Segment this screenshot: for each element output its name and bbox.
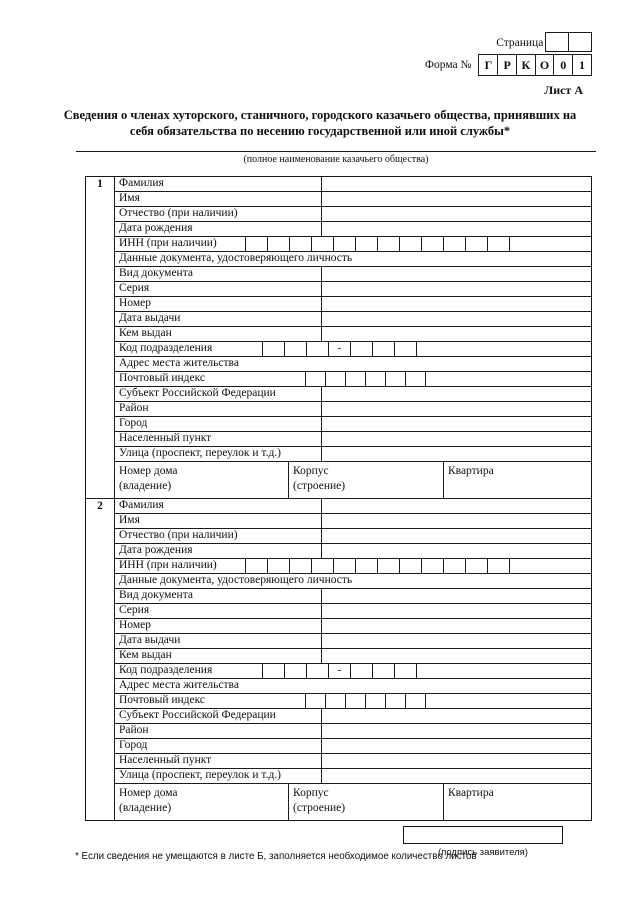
- section-header: Адрес места жительства: [119, 357, 239, 369]
- inn-char-box[interactable]: [400, 237, 422, 251]
- postal-box[interactable]: [386, 372, 406, 386]
- inn-char-box[interactable]: [422, 559, 444, 573]
- table-row: [115, 514, 591, 529]
- table-row: [115, 432, 591, 447]
- table-row: [115, 267, 591, 282]
- table-row: [115, 387, 591, 402]
- issue-date-field[interactable]: [322, 634, 591, 648]
- table-row: [115, 402, 591, 417]
- unit-code-box[interactable]: [373, 342, 395, 356]
- member-number: 2: [86, 499, 115, 820]
- table-row: [115, 679, 591, 694]
- table-row: [115, 207, 591, 222]
- table-row: [115, 754, 591, 769]
- field-label: Фамилия: [115, 499, 322, 513]
- field-label: Почтовый индекс: [115, 694, 306, 708]
- table-row: [115, 604, 591, 619]
- table-row: [115, 544, 591, 559]
- form-number-label: Форма №: [424, 59, 472, 71]
- postal-box[interactable]: [406, 372, 426, 386]
- field-label: Населенный пункт: [115, 432, 322, 446]
- table-row: [115, 462, 591, 498]
- field-label: Отчество (при наличии): [115, 529, 322, 543]
- name-field[interactable]: [322, 192, 591, 206]
- field-label: Дата рождения: [115, 544, 322, 558]
- inn-char-box[interactable]: [290, 237, 312, 251]
- field-label: Субъект Российской Федерации: [115, 709, 322, 723]
- inn-char-box[interactable]: [312, 559, 334, 573]
- field-label: Кем выдан: [115, 649, 322, 663]
- postal-box[interactable]: [346, 694, 366, 708]
- field-label: Код подразделения: [115, 664, 263, 678]
- filler-cell: [417, 664, 591, 678]
- filler-cell: [426, 694, 591, 708]
- table-row: [115, 417, 591, 432]
- issued-by-field[interactable]: [322, 649, 591, 663]
- inn-char-box[interactable]: [488, 559, 510, 573]
- page-label: Страница: [496, 37, 544, 49]
- table-row: [115, 739, 591, 754]
- table-row: [115, 694, 591, 709]
- table-row: [115, 312, 591, 327]
- inn-char-box[interactable]: [268, 237, 290, 251]
- table-row: [115, 372, 591, 387]
- table-row: [115, 649, 591, 664]
- section-header: Адрес места жительства: [119, 679, 239, 691]
- city-field[interactable]: [322, 739, 591, 753]
- field-label: Улица (проспект, переулок и т.д.): [115, 447, 322, 461]
- filler-cell: [426, 372, 591, 386]
- issued-by-field[interactable]: [322, 327, 591, 341]
- postal-box[interactable]: [386, 694, 406, 708]
- apartment-cell[interactable]: [444, 784, 591, 820]
- field-label: Серия: [115, 282, 322, 296]
- field-label: ИНН (при наличии): [115, 559, 246, 573]
- inn-char-box[interactable]: [378, 559, 400, 573]
- field-label: Корпус: [293, 787, 329, 799]
- house-number-cell[interactable]: [115, 462, 289, 498]
- field-label: Район: [115, 724, 322, 738]
- org-name-caption: (полное наименование казачьего общества): [243, 154, 429, 165]
- table-row: [115, 574, 591, 589]
- inn-char-box[interactable]: [422, 237, 444, 251]
- building-cell[interactable]: [289, 784, 444, 820]
- field-label: Дата выдачи: [115, 634, 322, 648]
- inn-char-box[interactable]: [334, 237, 356, 251]
- field-label: Населенный пункт: [115, 754, 322, 768]
- field-label: Город: [115, 417, 322, 431]
- field-label: Город: [115, 739, 322, 753]
- field-label: Номер: [115, 619, 322, 633]
- inn-char-box[interactable]: [334, 559, 356, 573]
- number-field[interactable]: [322, 297, 591, 311]
- apartment-cell[interactable]: [444, 462, 591, 498]
- field-sublabel: (строение): [293, 480, 346, 492]
- inn-char-box[interactable]: [466, 559, 488, 573]
- table-row: [115, 784, 591, 820]
- table-row: [115, 664, 591, 679]
- field-label: Имя: [115, 192, 322, 206]
- unit-code-box[interactable]: [373, 664, 395, 678]
- field-label: Номер: [115, 297, 322, 311]
- field-label: Вид документа: [115, 589, 322, 603]
- birth-date-field[interactable]: [322, 544, 591, 558]
- filler-cell: [417, 342, 591, 356]
- field-label: Дата рождения: [115, 222, 322, 236]
- section-header: Данные документа, удостоверяющего личность: [119, 574, 353, 586]
- form-title: Сведения о членах хуторского, станичного, городского казачьего общества, принявших на себя обязательства по несению государственной или иной службы*: [63, 108, 577, 138]
- settlement-field[interactable]: [322, 432, 591, 446]
- field-label: Серия: [115, 604, 322, 618]
- inn-char-box[interactable]: [466, 237, 488, 251]
- street-field[interactable]: [322, 447, 591, 461]
- members-table: [85, 176, 592, 821]
- unit-code-box[interactable]: [351, 664, 373, 678]
- district-field[interactable]: [322, 724, 591, 738]
- postal-box[interactable]: [346, 372, 366, 386]
- field-label: Улица (проспект, переулок и т.д.): [115, 769, 322, 783]
- table-row: [115, 222, 591, 237]
- issue-date-field[interactable]: [322, 312, 591, 326]
- table-row: [115, 297, 591, 312]
- table-row: [115, 709, 591, 724]
- field-label: Почтовый индекс: [115, 372, 306, 386]
- surname-field[interactable]: [322, 177, 591, 191]
- inn-char-box[interactable]: [268, 559, 290, 573]
- field-label: Квартира: [448, 787, 494, 799]
- field-label: Квартира: [448, 465, 494, 477]
- inn-char-box[interactable]: [290, 559, 312, 573]
- table-row: [115, 559, 591, 574]
- field-label: Кем выдан: [115, 327, 322, 341]
- form-code-box: 0: [553, 54, 573, 76]
- form-number-row: [425, 54, 592, 76]
- signature-box[interactable]: [403, 826, 563, 844]
- building-cell[interactable]: [289, 462, 444, 498]
- table-row: [115, 177, 591, 192]
- table-row: [115, 357, 591, 372]
- field-label: Номер дома: [119, 787, 178, 799]
- form-code-box: 1: [572, 54, 592, 76]
- form-code-box: Р: [497, 54, 517, 76]
- page-number-box[interactable]: [568, 32, 592, 52]
- field-label: Номер дома: [119, 465, 178, 477]
- inn-char-box[interactable]: [312, 237, 334, 251]
- field-label: Код подразделения: [115, 342, 263, 356]
- doc-type-field[interactable]: [322, 589, 591, 603]
- table-row: [115, 499, 591, 514]
- field-sublabel: (владение): [119, 802, 172, 814]
- postal-box[interactable]: [326, 694, 346, 708]
- table-row: [115, 529, 591, 544]
- table-row: [115, 342, 591, 357]
- page-number-row: [496, 32, 592, 52]
- name-field[interactable]: [322, 514, 591, 528]
- number-field[interactable]: [322, 619, 591, 633]
- table-row: [115, 192, 591, 207]
- unit-code-box[interactable]: [285, 342, 307, 356]
- patronymic-field[interactable]: [322, 529, 591, 543]
- field-label: Корпус: [293, 465, 329, 477]
- sheet-label: Лист А: [544, 83, 583, 97]
- inn-char-box[interactable]: [246, 559, 268, 573]
- city-field[interactable]: [322, 417, 591, 431]
- unit-code-box[interactable]: [395, 342, 417, 356]
- table-row: [115, 252, 591, 267]
- field-label: Район: [115, 402, 322, 416]
- inn-char-box[interactable]: [356, 559, 378, 573]
- inn-char-box[interactable]: [488, 237, 510, 251]
- postal-box[interactable]: [366, 694, 386, 708]
- field-sublabel: (владение): [119, 480, 172, 492]
- postal-box[interactable]: [306, 694, 326, 708]
- filler-cell: [510, 237, 591, 251]
- settlement-field[interactable]: [322, 754, 591, 768]
- member-number: 1: [86, 177, 115, 498]
- table-row: [115, 769, 591, 784]
- postal-box[interactable]: [406, 694, 426, 708]
- dash-separator: -: [329, 342, 351, 356]
- postal-box[interactable]: [326, 372, 346, 386]
- series-field[interactable]: [322, 604, 591, 618]
- patronymic-field[interactable]: [322, 207, 591, 221]
- field-label: Имя: [115, 514, 322, 528]
- unit-code-box[interactable]: [263, 664, 285, 678]
- surname-field[interactable]: [322, 499, 591, 513]
- inn-char-box[interactable]: [444, 237, 466, 251]
- form-code-box: Г: [478, 54, 498, 76]
- table-row: [115, 634, 591, 649]
- doc-type-field[interactable]: [322, 267, 591, 281]
- field-label: Субъект Российской Федерации: [115, 387, 322, 401]
- field-label: ИНН (при наличии): [115, 237, 246, 251]
- signature-caption: (подпись заявителя): [438, 847, 528, 858]
- inn-char-box[interactable]: [356, 237, 378, 251]
- inn-char-box[interactable]: [444, 559, 466, 573]
- postal-box[interactable]: [306, 372, 326, 386]
- field-label: Отчество (при наличии): [115, 207, 322, 221]
- field-label: Дата выдачи: [115, 312, 322, 326]
- inn-char-box[interactable]: [246, 237, 268, 251]
- unit-code-box[interactable]: [351, 342, 373, 356]
- field-sublabel: (строение): [293, 802, 346, 814]
- filler-cell: [510, 559, 591, 573]
- dash-separator: -: [329, 664, 351, 678]
- table-row: [115, 447, 591, 462]
- birth-date-field[interactable]: [322, 222, 591, 236]
- inn-char-box[interactable]: [400, 559, 422, 573]
- unit-code-box[interactable]: [395, 664, 417, 678]
- unit-code-box[interactable]: [307, 342, 329, 356]
- district-field[interactable]: [322, 402, 591, 416]
- form-code-box: О: [535, 54, 555, 76]
- page-number-box[interactable]: [545, 32, 569, 52]
- member-block: [86, 177, 591, 498]
- table-row: [115, 327, 591, 342]
- member-block: [86, 498, 591, 820]
- postal-box[interactable]: [366, 372, 386, 386]
- table-row: [115, 589, 591, 604]
- footnote: * Если сведения не умещаются в листе Б, заполняется необходимое количество листов: [75, 851, 477, 862]
- unit-code-box[interactable]: [263, 342, 285, 356]
- unit-code-box[interactable]: [285, 664, 307, 678]
- field-label: Вид документа: [115, 267, 322, 281]
- table-row: [115, 237, 591, 252]
- unit-code-box[interactable]: [307, 664, 329, 678]
- street-field[interactable]: [322, 769, 591, 783]
- house-number-cell[interactable]: [115, 784, 289, 820]
- table-row: [115, 282, 591, 297]
- region-field[interactable]: [322, 709, 591, 723]
- table-row: [115, 619, 591, 634]
- org-name-line[interactable]: [76, 151, 596, 152]
- section-header: Данные документа, удостоверяющего личность: [119, 252, 353, 264]
- series-field[interactable]: [322, 282, 591, 296]
- form-code-box: К: [516, 54, 536, 76]
- table-row: [115, 724, 591, 739]
- inn-char-box[interactable]: [378, 237, 400, 251]
- field-label: Фамилия: [115, 177, 322, 191]
- region-field[interactable]: [322, 387, 591, 401]
